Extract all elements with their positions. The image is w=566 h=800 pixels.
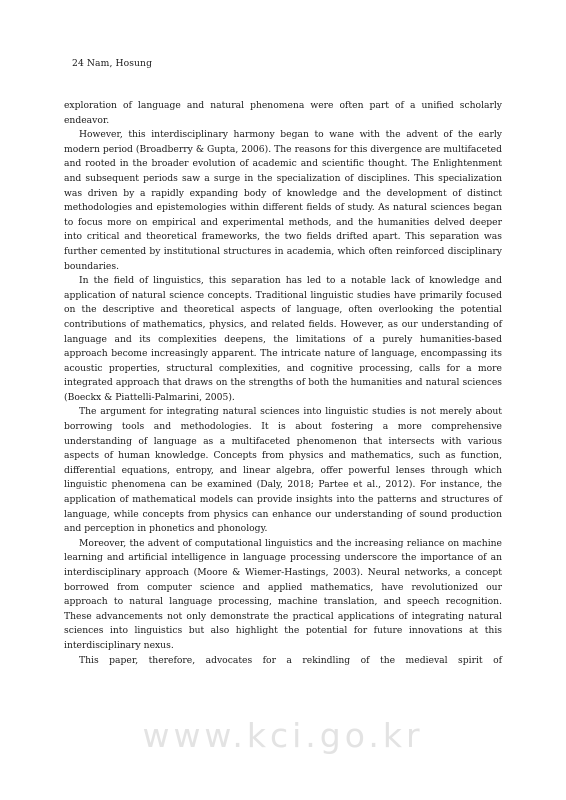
running-head: 24 Nam, Hosung (72, 58, 153, 69)
paragraph-continuation: exploration of language and natural phenomena were often part of a unified scholarly endeavor. (64, 100, 502, 126)
paragraph-linguistics-separation: In the field of linguistics, this separation has led to a notable lack of knowledge and application of natural science concepts. Traditional linguistic studies have primarily focused on the descriptive and theoretical aspects of language, often overlooking the potential contributions of mathematics, physics, and related fields. However, as our understanding of language and its complexities deepens, the limitations of a purely humanities-based approach become increasingly apparent. The intricate nature of language, encompassing its acoustic properties, structural complexities, and cognitive processing, calls for a more integrated approach that draws on the strengths of both the humanities and natural sciences (Boeckx & Piattelli-Palmarini, 2005). (64, 275, 502, 403)
paragraph-divergence: However, this interdisciplinary harmony began to wane with the advent of the early modern period (Broadberry & Gupta, 2006). The reasons for this divergence are multifaceted and rooted in the broader evolution of academic and scientific thought. The Enlightenment and subsequent periods saw a surge in the specialization of disciplines. This specialization was driven by a rapidly expanding body of knowledge and the development of distinct methodologies and epistemologies within different fields of study. As natural sciences began to focus more on empirical and experimental methods, and the humanities delved deeper into critical and theoretical frameworks, the two fields drifted apart. This separation was further cemented by institutional structures in academia, which often reinforced disciplinary boundaries. (64, 129, 502, 272)
watermark: www.kci.go.kr (142, 716, 424, 755)
paragraph-integration-argument: The argument for integrating natural sciences into linguistic studies is not merely about borrowing tools and methodologies. It is about fostering a more comprehensive understanding of language as a multifaceted phenomenon that intersects with various aspects of human knowledge. Concepts from physics and mathematics, such as function, differential equations, entropy, and linear algebra, offer powerful lenses through which linguistic phenomena can be examined (Daly, 2018; Partee et al., 2012). For instance, the application of mathematical models can provide insights into the patterns and structures of language, while concepts from physics can enhance our understanding of sound production and perception in phonetics and phonology. (64, 406, 502, 535)
paragraph-advocacy: This paper, therefore, advocates for a rekindling of the medieval spirit of (79, 654, 502, 666)
body-text (64, 99, 502, 668)
paragraph-computational-linguistics: Moreover, the advent of computational linguistics and the increasing reliance on machine learning and artificial intelligence in language processing underscore the importance of an interdisciplinary approach (Moore & Wiemer-Hastings, 2003). Neural networks, a concept borrowed from computer science and applied mathematics, have revolutionized our approach to natural language processing, machine translation, and speech recognition. These advancements not only demonstrate the practical applications of integrating natural sciences into linguistics but also highlight the potential for future innovations at this interdisciplinary nexus. (64, 537, 502, 651)
